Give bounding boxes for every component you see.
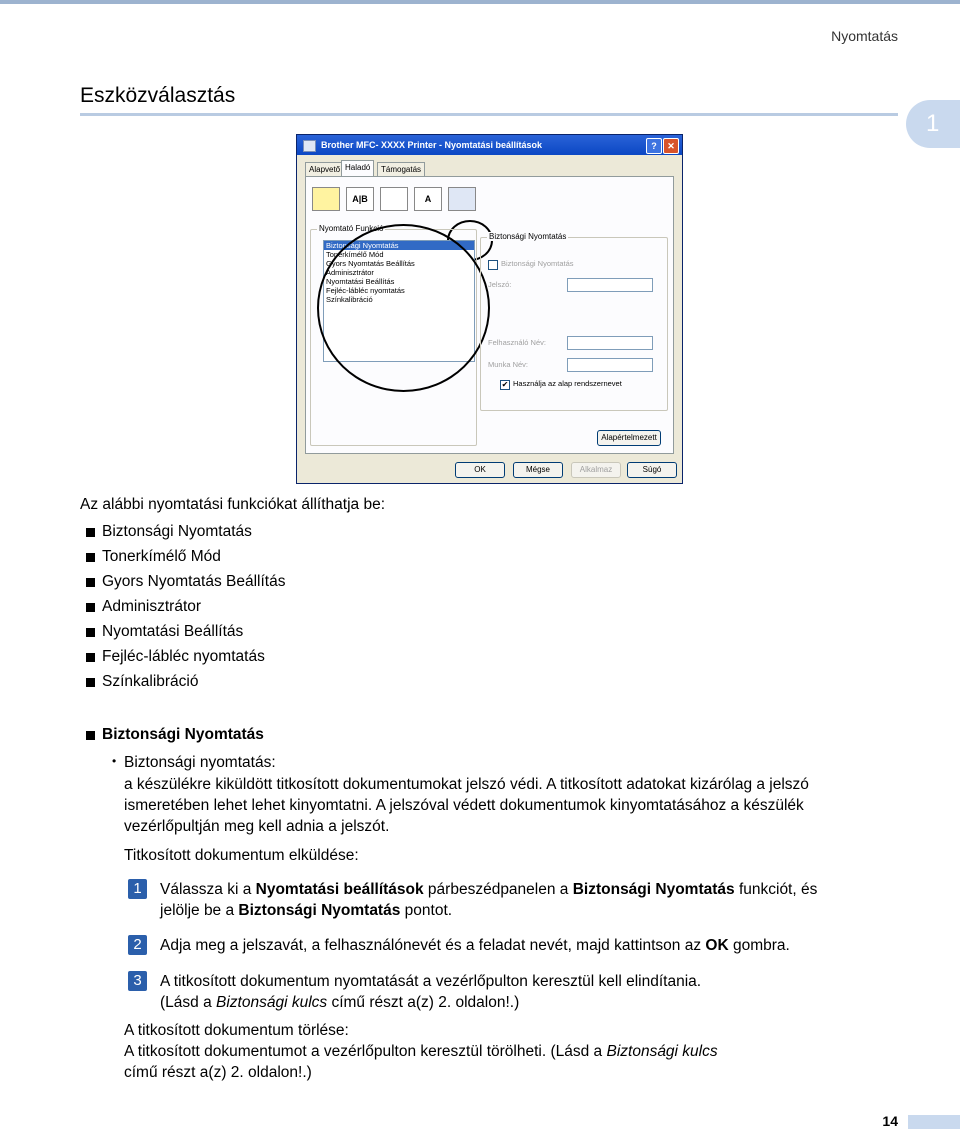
function-item[interactable]: Biztonsági Nyomtatás <box>324 241 474 250</box>
cancel-button[interactable]: Mégse <box>513 462 563 478</box>
watermark-icon[interactable] <box>380 187 408 211</box>
jobname-field[interactable] <box>567 358 653 372</box>
top-rule <box>0 0 960 4</box>
step-text: pontot. <box>400 902 453 919</box>
duplex-icon[interactable]: A|B <box>346 187 374 211</box>
feature-item: Fejléc-lábléc nyomtatás <box>102 648 265 665</box>
step-text: Válassza ki a <box>160 881 256 898</box>
tab-support[interactable]: Támogatás <box>377 162 425 176</box>
device-options-icon[interactable] <box>448 187 476 211</box>
feature-item: Tonerkímélő Mód <box>102 548 221 565</box>
delete-line-1 <box>124 1041 718 1062</box>
step-3-line-2 <box>160 992 519 1013</box>
step-number-badge: 3 <box>128 971 147 991</box>
function-item[interactable]: Gyors Nyomtatás Beállítás <box>326 259 415 268</box>
square-bullet-icon <box>86 653 95 662</box>
square-bullet-icon <box>86 628 95 637</box>
square-bullet-icon <box>86 578 95 587</box>
description-line: a készülékre kiküldött titkosított dokumentumokat jelszó védi. A titkosított adatokat kizárólag a jelszó <box>124 776 809 793</box>
step-text: (Lásd a <box>160 994 217 1011</box>
delete-text: A titkosított dokumentumot a vezérlőpulton keresztül törölheti. (Lásd a <box>124 1043 607 1060</box>
use-default-name-checkbox[interactable]: ✔ <box>501 380 509 389</box>
page-title: Eszközválasztás <box>80 84 236 107</box>
password-field[interactable] <box>567 278 653 292</box>
function-item[interactable]: Fejléc-lábléc nyomtatás <box>326 286 405 295</box>
printer-icon <box>303 140 316 152</box>
close-icon[interactable]: ✕ <box>663 138 679 154</box>
dialog-titlebar <box>297 135 682 155</box>
function-item[interactable]: Tonerkímélő Mód <box>326 250 384 259</box>
security-group-label: Biztonsági Nyomtatás <box>489 232 567 241</box>
page-setting-icon[interactable]: A <box>414 187 442 211</box>
description-line: ismeretében lehet lehet kinyomtatni. A jelszóval védett dokumentumok kinyomtatásához a készülék <box>124 797 804 814</box>
function-group-label: Nyomtató Funkció <box>319 224 384 233</box>
delete-line-2: című részt a(z) 2. oldalon!.) <box>124 1064 312 1081</box>
step-1-line-1 <box>160 879 817 900</box>
square-bullet-icon <box>86 528 95 537</box>
send-heading: Titkosított dokumentum elküldése: <box>124 847 359 864</box>
step-text-bold: Nyomtatási beállítások <box>255 881 424 898</box>
step-text: párbeszédpanelen a <box>423 881 573 898</box>
step-text: funkciót, és <box>734 881 818 898</box>
security-print-checkbox[interactable] <box>488 260 498 270</box>
step-text-bold: Biztonsági Nyomtatás <box>238 902 401 919</box>
page-number: 14 <box>882 1113 898 1129</box>
step-text: jelölje be a <box>160 902 239 919</box>
feature-item: Gyors Nyomtatás Beállítás <box>102 573 286 590</box>
password-label: Jelszó: <box>488 280 512 289</box>
color-quality-icon[interactable] <box>312 187 340 211</box>
highlight-circle-function-list <box>317 224 490 392</box>
chapter-tab: 1 <box>906 100 960 148</box>
tab-basic[interactable]: Alapvető <box>305 162 344 176</box>
dialog-title: Brother MFC- XXXX Printer - Nyomtatási beállítások <box>321 140 543 150</box>
feature-item: Színkalibráció <box>102 673 199 690</box>
description-line: Biztonsági nyomtatás: <box>124 754 276 771</box>
step-1-line-2 <box>160 900 452 921</box>
footer-tab <box>908 1115 960 1129</box>
running-header: Nyomtatás <box>831 28 898 44</box>
username-field[interactable] <box>567 336 653 350</box>
delete-text-italic: Biztonsági kulcs <box>606 1043 718 1060</box>
step-text: gombra. <box>728 937 790 954</box>
square-bullet-icon <box>86 603 95 612</box>
function-item[interactable]: Adminisztrátor <box>326 268 374 277</box>
advanced-panel <box>305 176 674 454</box>
step-text-bold: OK <box>705 937 729 954</box>
bullet-icon: • <box>112 754 117 768</box>
delete-heading: A titkosított dokumentum törlése: <box>124 1022 349 1039</box>
description-line: vezérlőpultján meg kell adnia a jelszót. <box>124 818 390 835</box>
step-text-italic: Biztonsági kulcs <box>216 994 328 1011</box>
square-bullet-icon <box>86 553 95 562</box>
use-default-name-label: Használja az alap rendszernevet <box>513 379 622 388</box>
title-underline <box>80 113 898 116</box>
square-bullet-icon <box>86 678 95 687</box>
step-number-badge: 2 <box>128 935 147 955</box>
feature-item: Biztonsági Nyomtatás <box>102 523 252 540</box>
function-item[interactable]: Nyomtatási Beállítás <box>326 277 395 286</box>
step-text: című részt a(z) 2. oldalon!.) <box>327 994 520 1011</box>
default-button[interactable]: Alapértelmezett <box>597 430 661 446</box>
help-title-button[interactable]: ? <box>646 138 662 154</box>
ok-button[interactable]: OK <box>455 462 505 478</box>
step-3-line-1: A titkosított dokumentum nyomtatását a vezérlőpulton keresztül kell elindítania. <box>160 973 702 990</box>
step-text: Adja meg a jelszavát, a felhasználónevét és a feladat nevét, majd kattintson az <box>160 937 706 954</box>
username-label: Felhasználó Név: <box>488 338 546 347</box>
jobname-label: Munka Név: <box>488 360 529 369</box>
security-print-label: Biztonsági Nyomtatás <box>501 259 574 268</box>
square-bullet-icon <box>86 731 95 740</box>
apply-button[interactable]: Alkalmaz <box>571 462 621 478</box>
step-number-badge: 1 <box>128 879 147 899</box>
help-button[interactable]: Súgó <box>627 462 677 478</box>
feature-item: Adminisztrátor <box>102 598 202 615</box>
subsection-title: Biztonsági Nyomtatás <box>102 726 264 743</box>
function-item[interactable]: Színkalibráció <box>326 295 373 304</box>
feature-item: Nyomtatási Beállítás <box>102 623 244 640</box>
tab-advanced[interactable]: Haladó <box>341 160 374 177</box>
print-settings-dialog <box>296 134 683 484</box>
step-2-line-1 <box>160 935 790 956</box>
step-text-bold: Biztonsági Nyomtatás <box>572 881 735 898</box>
intro-text: Az alábbi nyomtatási funkciókat állíthatja be: <box>80 496 386 513</box>
security-group <box>480 232 668 411</box>
